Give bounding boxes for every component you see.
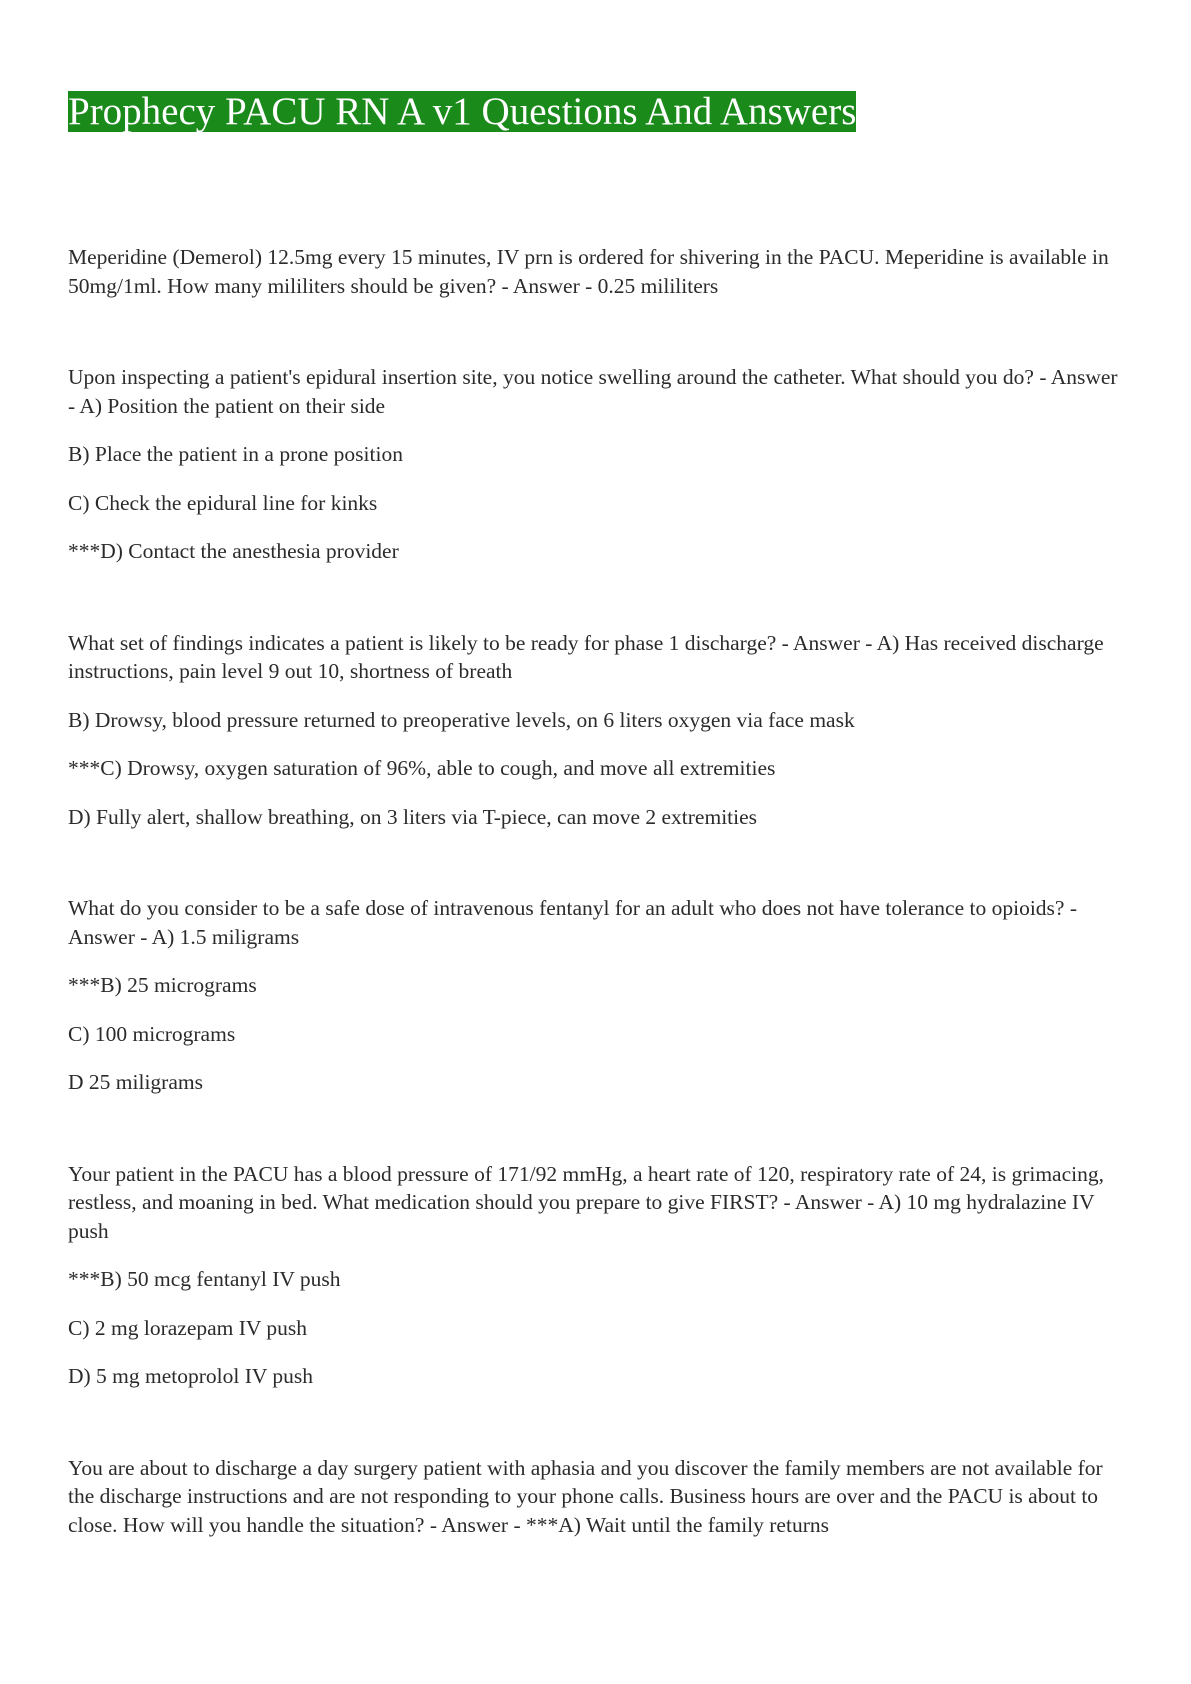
answer-option: ***D) Contact the anesthesia provider (68, 539, 399, 563)
qa-item-5 (68, 1160, 1128, 1391)
qa-item-3 (68, 629, 1128, 832)
answer-option: D) 5 mg metoprolol IV push (68, 1364, 314, 1388)
answer-option: C) 100 micrograms (68, 1021, 236, 1046)
answer-option: B) Drowsy, blood pressure returned to preoperative levels, on 6 liters oxygen via face mask (68, 707, 855, 732)
answer-option: C) Check the epidural line for kinks (68, 490, 378, 515)
title-block (68, 91, 856, 132)
page-title: Prophecy PACU RN A v1 Questions And Answers (68, 90, 857, 133)
answer-option: ***B) 25 micrograms (68, 973, 257, 997)
question-text: You are about to discharge a day surgery patient with aphasia and you discover the family members are not available for the discharge instructions and are not responding to your phone calls. Business hours are over and the PACU is about to close. How will you handle the situation? - Answer - ***A) Wait until the family returns (68, 1455, 1103, 1537)
qa-item-4 (68, 894, 1128, 1097)
answer-option: D) Fully alert, shallow breathing, on 3 liters via T-piece, can move 2 extremities (68, 804, 758, 829)
qa-item-2 (68, 363, 1128, 566)
question-text: Meperidine (Demerol) 12.5mg every 15 minutes, IV prn is ordered for shivering in the PACU. Meperidine is available in 50mg/1ml. How many mililiters should be given? - Answer - 0.25 mililiters (68, 245, 1109, 298)
question-text: What do you consider to be a safe dose of intravenous fentanyl for an adult who does not have tolerance to opioids? - Answer - A) 1.5 miligrams (68, 896, 1077, 949)
answer-option: ***C) Drowsy, oxygen saturation of 96%, able to cough, and move all extremities (68, 756, 776, 780)
question-text: What set of findings indicates a patient is likely to be ready for phase 1 discharge? - Answer - A) Has received discharge instructions, pain level 9 out 10, shortness of breath (68, 630, 1104, 683)
answer-option: C) 2 mg lorazepam IV push (68, 1315, 308, 1340)
question-text: Upon inspecting a patient's epidural insertion site, you notice swelling around the catheter. What should you do? - Answer - A) Position the patient on their side (68, 365, 1118, 418)
answer-option: ***B) 50 mcg fentanyl IV push (68, 1267, 341, 1291)
qa-item-1 (68, 243, 1128, 300)
qa-item-6 (68, 1454, 1128, 1540)
qa-content (68, 243, 1128, 1602)
question-text: Your patient in the PACU has a blood pressure of 171/92 mmHg, a heart rate of 120, respiratory rate of 24, is grimacing, restless, and moaning in bed. What medication should you prepare to give FIRST? - Answer - A) 10 mg hydralazine IV push (68, 1161, 1104, 1243)
answer-option: B) Place the patient in a prone position (68, 442, 403, 466)
answer-option: D 25 miligrams (68, 1070, 203, 1094)
